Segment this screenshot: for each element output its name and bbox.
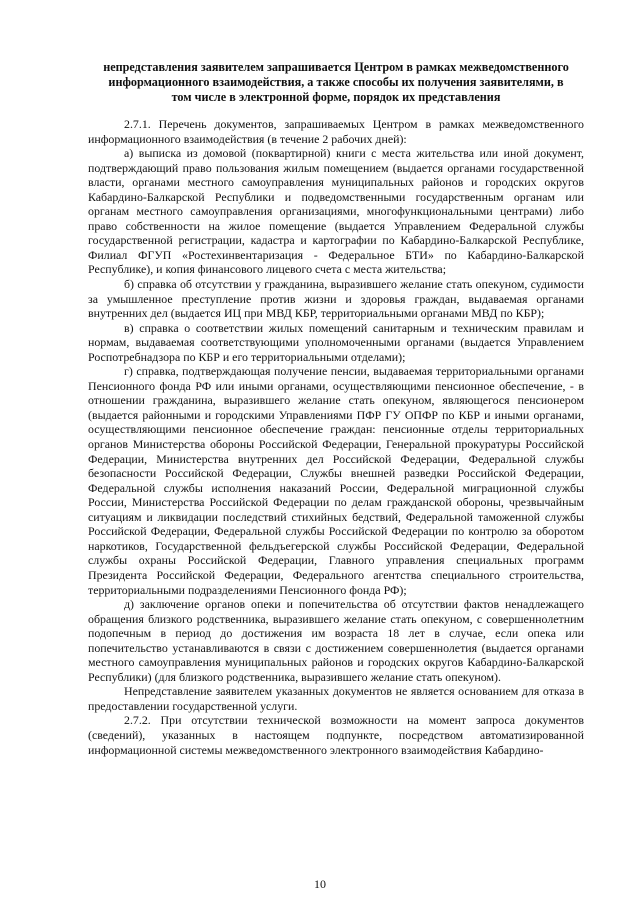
heading-line-3: том числе в электронной форме, порядок их представления [171,90,501,104]
paragraph-item-g: г) справка, подтверждающая получение пенсии, выдаваемая территориальными органами Пенсионного фонда РФ или иными органами, осуществляющими пенсионное обеспечение, - в отношении гражданина, выразившего желание стать опекуном, являющегося пенсионером (выдается районными и городскими Управлениями ПФР ГУ ОПФР по КБР и иными органами, осуществляющими пенсионное обеспечение граждан: пенсионные отделы территориальных органов Министерства обороны Российской Федерации, Генеральной прокуратуры Российской Федерации, Министерства внутренних дел Российской Федерации, Федеральной службы безопасности Российской Федерации, Службы внешней разведки Российской Федерации, Федеральной службы исполнения наказаний России, Федеральной миграционной службы России, Министерства Российской Федерации по делам гражданской обороны, чрезвычайным ситуациям и ликвидации последствий стихийных бедствий, Федеральной таможенной службы Российской Федерации, Федеральной службы Российской Федерации по контролю за оборотом наркотиков, Государственной фельдъегерской службы Российской Федерации, Федеральной службы охраны Российской Федерации, Главного управления специальных программ Президента Российской Федерации, Федерального агентства специального строительства, территориальными подразделениями Пенсионного фонда РФ); [88,364,584,597]
paragraph-2-7-2: 2.7.2. При отсутствии технической возможности на момент запроса документов (сведений), указанных в настоящем подпункте, посредством автоматизированной информационной системы межведомственного электронного взаимодействия Кабардино- [88,713,584,757]
paragraph-item-d: д) заключение органов опеки и попечительства об отсутствии фактов ненадлежащего обращения близкого родственника, выразившего желание стать опекуном, с совершеннолетним подопечным в период до достижения им возраста 18 лет в случае, если опека или попечительство устанавливаются в связи с достижением совершеннолетия (выдается органами местного самоуправления муниципальных районов и городских округов Кабардино-Балкарской Республики) (для близкого родственника, выразившего желание стать опекуном). [88,597,584,684]
heading-line-2: информационного взаимодействия, а также способы их получения заявителями, в [108,75,564,89]
paragraph-item-a: а) выписка из домовой (поквартирной) книги с места жительства или иной документ, подтверждающий право пользования жилым помещением (выдается органами государственной власти, органами местного самоуправления муниципальных районов и городских округов Кабардино-Балкарской Республики и подведомственными государственным органам или органам местного самоуправления организациями, многофункциональными центрами) либо право собственности на жилое помещение (выдается Управлением Федеральной службы государственной регистрации, кадастра и картографии по Кабардино-Балкарской Республике, Филиал ФГУП «Ростехинвентаризация - Федеральное БТИ» по Кабардино-Балкарской Республике), и копия финансового лицевого счета с места жительства; [88,146,584,277]
heading-line-1: непредставления заявителем запрашивается Центром в рамках межведомственного [103,60,569,74]
paragraph-item-b: б) справка об отсутствии у гражданина, выразившего желание стать опекуном, судимости за умышленное преступление против жизни и здоровья граждан, выдаваемая органами внутренних дел (выдается ИЦ при МВД КБР, территориальными органами МВД по КБР); [88,277,584,321]
page-number: 10 [314,877,326,891]
section-heading [88,60,584,105]
document-body [88,117,584,757]
paragraph-2-7-1: 2.7.1. Перечень документов, запрашиваемых Центром в рамках межведомственного информационного взаимодействия (в течение 2 рабочих дней): [88,117,584,146]
paragraph-item-v: в) справка о соответствии жилых помещений санитарным и техническим правилам и нормам, выдаваемая соответствующими уполномоченными органами (выдается Управлением Роспотребнадзора по КБР и его территориальными отделами); [88,320,584,364]
paragraph-non-submission: Непредставление заявителем указанных документов не является основанием для отказа в предоставлении государственной услуги. [88,684,584,713]
